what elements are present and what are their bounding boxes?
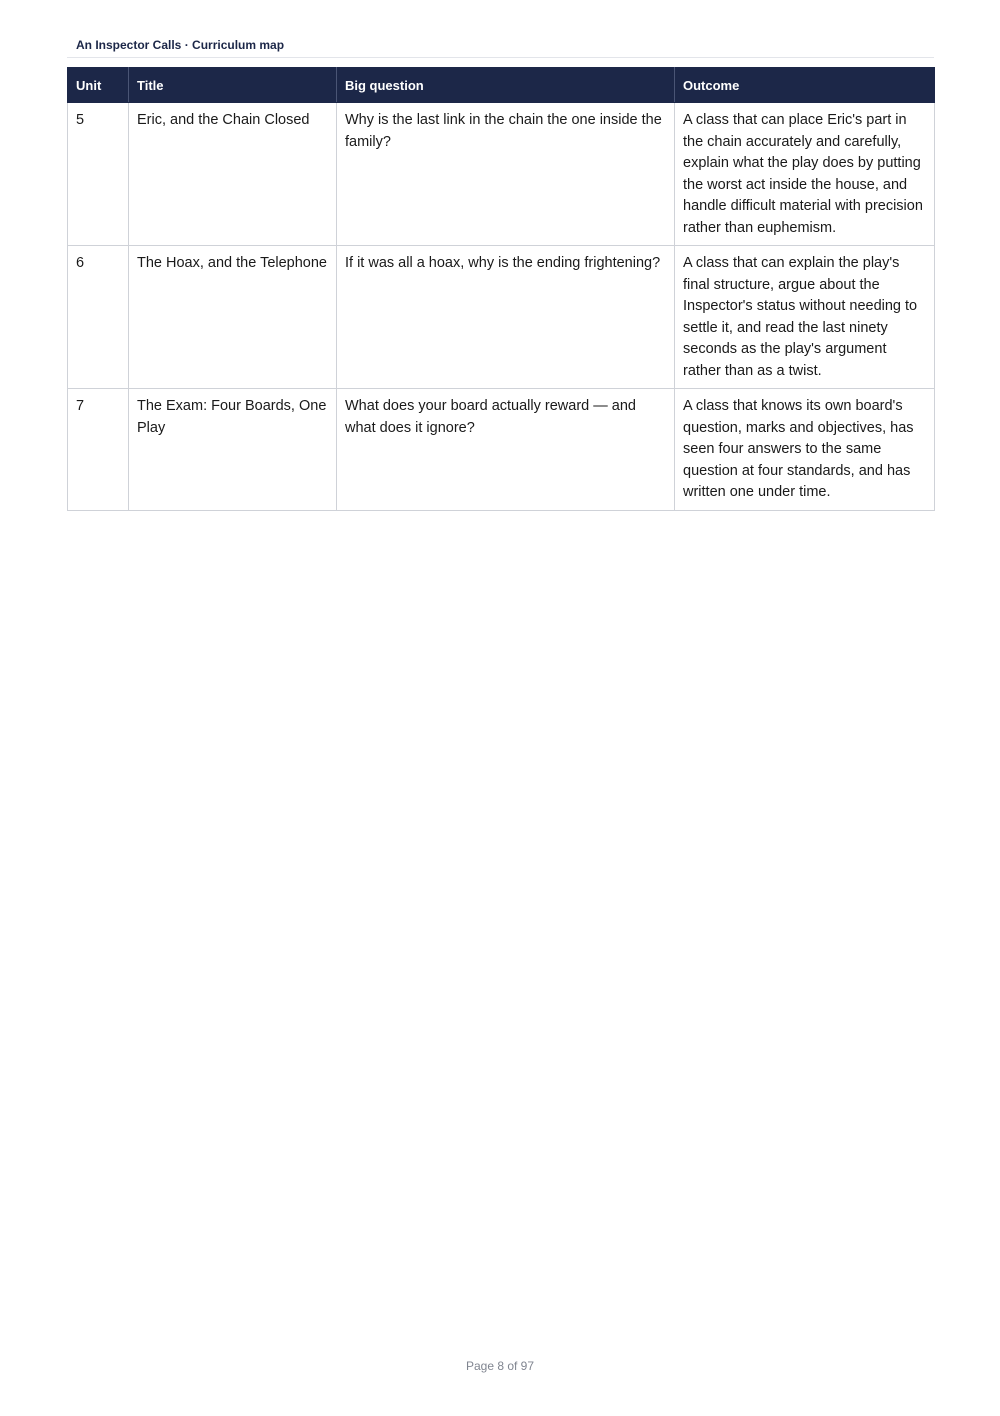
document-title: An Inspector Calls · Curriculum map: [76, 38, 285, 52]
cell-unit: 6: [68, 246, 129, 389]
page-number: Page 8 of 97: [465, 1359, 535, 1373]
cell-outcome: A class that can explain the play's final structure, argue about the Inspector's status without needing to settle it, and read the last ninety seconds as the play's argument rather than as a twist.: [675, 246, 935, 389]
cell-outcome: A class that knows its own board's question, marks and objectives, has seen four answers to the same question at four standards, and has written one under time.: [675, 389, 935, 511]
table-row: [68, 389, 935, 511]
cell-outcome: A class that can place Eric's part in the chain accurately and carefully, explain what the play does by putting the worst act inside the house, and handle difficult material with precision rather than euphemism.: [675, 103, 935, 246]
table-row: [68, 103, 935, 246]
cell-title: Eric, and the Chain Closed: [129, 103, 337, 246]
curriculum-map-table: [67, 67, 935, 511]
cell-unit: 7: [68, 389, 129, 511]
column-header-title: Title: [129, 68, 337, 103]
cell-big-question: Why is the last link in the chain the one inside the family?: [337, 103, 675, 246]
column-header-big-question: Big question: [337, 68, 675, 103]
cell-title: The Hoax, and the Telephone: [129, 246, 337, 389]
running-header: [67, 36, 934, 58]
table-header-row: [68, 68, 935, 103]
cell-big-question: If it was all a hoax, why is the ending frightening?: [337, 246, 675, 389]
column-header-outcome: Outcome: [675, 68, 935, 103]
cell-title: The Exam: Four Boards, One Play: [129, 389, 337, 511]
cell-unit: 5: [68, 103, 129, 246]
cell-big-question: What does your board actually reward — and what does it ignore?: [337, 389, 675, 511]
table-row: [68, 246, 935, 389]
column-header-unit: Unit: [68, 68, 129, 103]
